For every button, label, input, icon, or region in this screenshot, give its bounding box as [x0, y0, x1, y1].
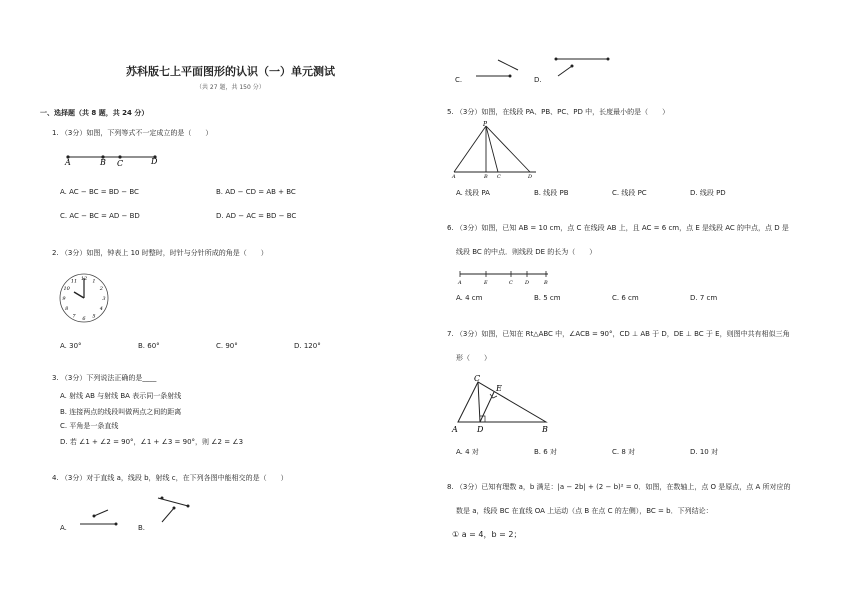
clock-numeral: 12 — [80, 276, 88, 282]
q4-figure-c — [470, 56, 530, 80]
question-6-line1: 6. （3分）如图，已知 AB = 10 cm，点 C 在线段 AB 上，且 AC = 6 cm，点 E 是线段 AC 的中点，点 D 是 — [447, 224, 789, 232]
q6-line-figure — [456, 268, 556, 286]
q5-label-p: P — [483, 121, 488, 128]
clock-numeral: 4 — [99, 306, 103, 312]
question-1-text: 1. （3分）如图，下列等式不一定成立的是（ ） — [52, 129, 213, 137]
question-7-line1: 7. （3分）如图，已知在 Rt△ABC 中，∠ACB = 90°，CD ⊥ AB 于 D，DE ⊥ BC 于 E，则图中共有相似三角 — [447, 330, 790, 338]
q5-label-a: A — [452, 174, 456, 180]
q1-line-figure — [65, 150, 165, 170]
clock-numeral: 6 — [82, 316, 86, 322]
q3-option-d[interactable]: D. 若 ∠1 + ∠2 = 90°，∠1 + ∠3 = 90°，则 ∠2 = ∠3 — [60, 438, 244, 446]
q1-option-b[interactable]: B. AD − CD = AB + BC — [216, 188, 296, 196]
q4-figure-d — [548, 54, 618, 80]
clock-numeral: 8 — [65, 306, 69, 312]
q2-option-d[interactable]: D. 120° — [294, 342, 321, 350]
question-8-line2: 数是 a，线段 BC 在直线 OA 上运动（点 B 在点 C 的左侧），BC = b．下列结论： — [456, 507, 713, 515]
q1-label-a: A — [65, 158, 71, 167]
question-2-text: 2. （3分）如图，钟表上 10 时整时，时针与分针所成的角是（ ） — [52, 249, 268, 257]
q5-label-b: B — [484, 174, 488, 180]
q1-option-c[interactable]: C. AC − BC = AD − BD — [60, 212, 140, 220]
question-4-text: 4. （3分）对于直线 a，线段 b，射线 c，在下列各图中能相交的是（ ） — [52, 474, 288, 482]
clock-numeral: 1 — [92, 278, 96, 285]
q6-option-b[interactable]: B. 5 cm — [534, 294, 561, 302]
q5-label-c: C — [497, 174, 501, 180]
q7-option-d[interactable]: D. 10 对 — [690, 448, 718, 456]
q5-triangle-figure — [452, 122, 542, 178]
q7-label-d: D — [477, 425, 484, 434]
q6-option-d[interactable]: D. 7 cm — [690, 294, 718, 302]
q1-label-b: B — [100, 158, 106, 167]
q3-option-a[interactable]: A. 射线 AB 与射线 BA 表示同一条射线 — [60, 392, 182, 400]
q4-option-d[interactable]: D. — [534, 76, 542, 84]
q6-label-d: D — [525, 280, 530, 286]
clock-numeral: 2 — [99, 286, 103, 292]
q5-option-a[interactable]: A. 线段 PA — [456, 189, 490, 197]
q7-option-c[interactable]: C. 8 对 — [612, 448, 636, 456]
question-8-conclusion-1: ① a = 4，b = 2； — [452, 530, 522, 539]
q4-option-b[interactable]: B. — [138, 524, 146, 532]
q7-label-c: C — [474, 374, 481, 383]
q6-label-e: E — [484, 280, 488, 286]
clock-hour-hand — [74, 292, 84, 298]
q7-triangle-figure — [450, 372, 560, 434]
q5-option-c[interactable]: C. 线段 PC — [612, 189, 647, 197]
section-heading: 一、选择题（共 8 题，共 24 分） — [40, 109, 149, 117]
q1-label-c: C — [117, 159, 124, 168]
q4-figure-a — [76, 504, 126, 530]
q6-option-c[interactable]: C. 6 cm — [612, 294, 639, 302]
q3-option-c[interactable]: C. 平角是一条直线 — [60, 422, 119, 430]
q1-option-a[interactable]: A. AC − BC = BD − BC — [60, 188, 139, 196]
q4-option-a[interactable]: A. — [60, 524, 67, 532]
q1-option-d[interactable]: D. AD − AC = BD − BC — [216, 212, 297, 220]
clock-figure — [54, 268, 114, 328]
q7-label-a: A — [452, 425, 458, 434]
q4-option-c[interactable]: C. — [455, 76, 463, 84]
clock-numeral: 10 — [63, 286, 70, 292]
q7-option-a[interactable]: A. 4 对 — [456, 448, 479, 456]
page-subtitle: （共 27 题，共 150 分） — [196, 84, 265, 91]
q6-label-c: C — [509, 280, 513, 286]
q7-option-b[interactable]: B. 6 对 — [534, 448, 557, 456]
q5-option-b[interactable]: B. 线段 PB — [534, 189, 569, 197]
page-title: 苏科版七上平面图形的认识（一）单元测试 — [126, 65, 335, 78]
question-8-line1: 8. （3分）已知有理数 a，b 满足：|a − 2b| + (2 − b)² = 0．如图，在数轴上，点 O 是原点，点 A 所对应的 — [447, 483, 791, 491]
q7-label-e: E — [496, 384, 502, 393]
question-5-text: 5. （3分）如图，在线段 PA、PB、PC、PD 中，长度最小的是（ ） — [447, 108, 670, 116]
clock-numeral: 9 — [62, 296, 66, 302]
q5-label-d: D — [528, 174, 533, 180]
q4-figure-b — [150, 494, 200, 530]
q2-option-b[interactable]: B. 60° — [138, 342, 160, 350]
q6-option-a[interactable]: A. 4 cm — [456, 294, 483, 302]
question-3-text: 3. （3分）下列说法正确的是____ — [52, 374, 157, 382]
q6-label-b: B — [544, 280, 548, 286]
q2-option-a[interactable]: A. 30° — [60, 342, 82, 350]
question-6-line2: 线段 BC 的中点．则线段 DE 的长为（ ） — [456, 248, 597, 256]
q2-option-c[interactable]: C. 90° — [216, 342, 238, 350]
clock-numeral: 7 — [72, 313, 76, 320]
q7-label-b: B — [542, 425, 548, 434]
q6-label-a: A — [458, 280, 462, 286]
clock-numeral: 5 — [92, 313, 96, 320]
q3-option-b[interactable]: B. 连接两点的线段叫做两点之间的距离 — [60, 408, 182, 416]
q1-label-d: D — [151, 157, 158, 166]
clock-numeral: 3 — [102, 296, 106, 302]
clock-numeral: 11 — [70, 278, 78, 285]
q5-option-d[interactable]: D. 线段 PD — [690, 189, 726, 197]
question-7-line2: 形（ ） — [456, 354, 491, 362]
